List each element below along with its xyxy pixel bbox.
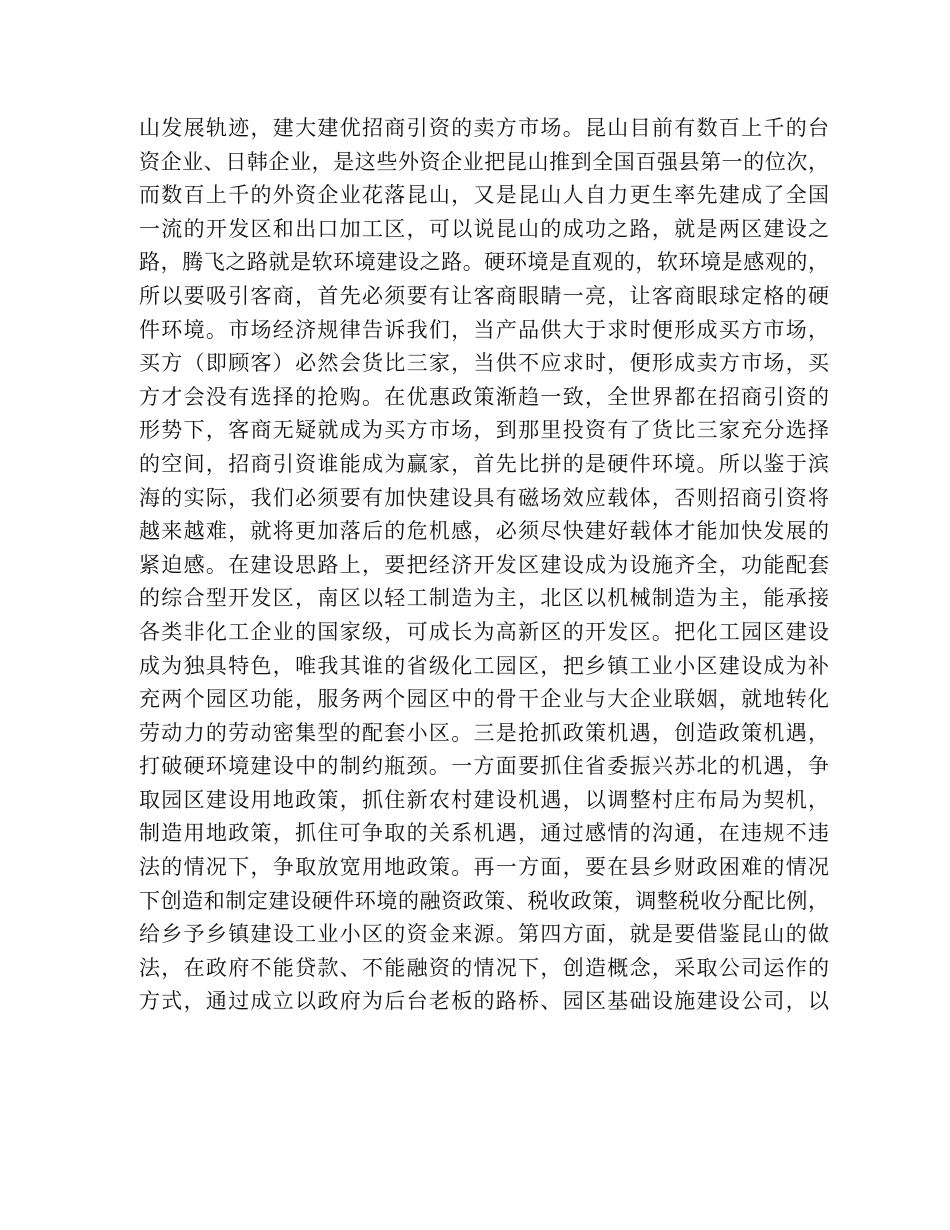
text-line: 劳动力的劳动密集型的配套小区。三是抢抓政策机遇，创造政策机遇， [139,720,829,745]
text-line: 方才会没有选择的抢购。在优惠政策渐趋一致，全世界都在招商引资的 [139,384,829,409]
text-line: 法的情况下，争取放宽用地政策。再一方面，要在县乡财政困难的情况 [139,855,829,880]
text-line: 山发展轨迹，建大建优招商引资的卖方市场。昆山目前有数百上千的台 [139,116,829,140]
text-line: 买方（即顾客）必然会货比三家，当供不应求时，便形成卖方市场，买 [139,351,829,376]
text-line: 制造用地政策，抓住可争取的关系机遇，通过感情的沟通，在违规不违 [139,821,829,846]
text-line: 路，腾飞之路就是软环境建设之路。硬环境是直观的，软环境是感观的， [139,250,829,275]
text-line: 给乡予乡镇建设工业小区的资金来源。第四方面，就是要借鉴昆山的做 [139,922,829,947]
text-line: 下创造和制定建设硬件环境的融资政策、税收政策，调整税收分配比例， [139,888,829,913]
body-paragraph [139,112,829,1019]
text-line: 越来越难，就将更加落后的危机感，必须尽快建好载体才能加快发展的 [139,519,829,544]
text-line: 资企业、日韩企业，是这些外资企业把昆山推到全国百强县第一的位次， [139,149,829,174]
text-line: 打破硬环境建设中的制约瓶颈。一方面要抓住省委振兴苏北的机遇，争 [139,754,829,779]
text-line: 法，在政府不能贷款、不能融资的情况下，创造概念，采取公司运作的 [139,955,829,980]
text-line: 而数百上千的外资企业花落昆山，又是昆山人自力更生率先建成了全国 [139,183,829,208]
text-line: 取园区建设用地政策，抓住新农村建设机遇，以调整村庄布局为契机， [139,787,829,812]
text-line: 各类非化工企业的国家级，可成长为高新区的开发区。把化工园区建设 [139,619,829,644]
text-line: 方式，通过成立以政府为后台老板的路桥、园区基础设施建设公司，以 [139,989,829,1014]
text-line: 的综合型开发区，南区以轻工制造为主，北区以机械制造为主，能承接 [139,586,829,611]
text-line: 成为独具特色，唯我其谁的省级化工园区，把乡镇工业小区建设成为补 [139,653,829,678]
text-line: 一流的开发区和出口加工区，可以说昆山的成功之路，就是两区建设之 [139,216,829,241]
text-line: 充两个园区功能，服务两个园区中的骨干企业与大企业联姻，就地转化 [139,687,829,712]
text-line: 海的实际，我们必须要有加快建设具有磁场效应载体，否则招商引资将 [139,485,829,510]
text-line: 所以要吸引客商，首先必须要有让客商眼睛一亮，让客商眼球定格的硬 [139,283,829,308]
text-line: 的空间，招商引资谁能成为赢家，首先比拼的是硬件环境。所以鉴于滨 [139,451,829,476]
text-line: 件环境。市场经济规律告诉我们，当产品供大于求时便形成买方市场， [139,317,829,342]
text-line: 紧迫感。在建设思路上，要把经济开发区建设成为设施齐全，功能配套 [139,552,829,577]
text-line: 形势下，客商无疑就成为买方市场，到那里投资有了货比三家充分选择 [139,418,829,443]
